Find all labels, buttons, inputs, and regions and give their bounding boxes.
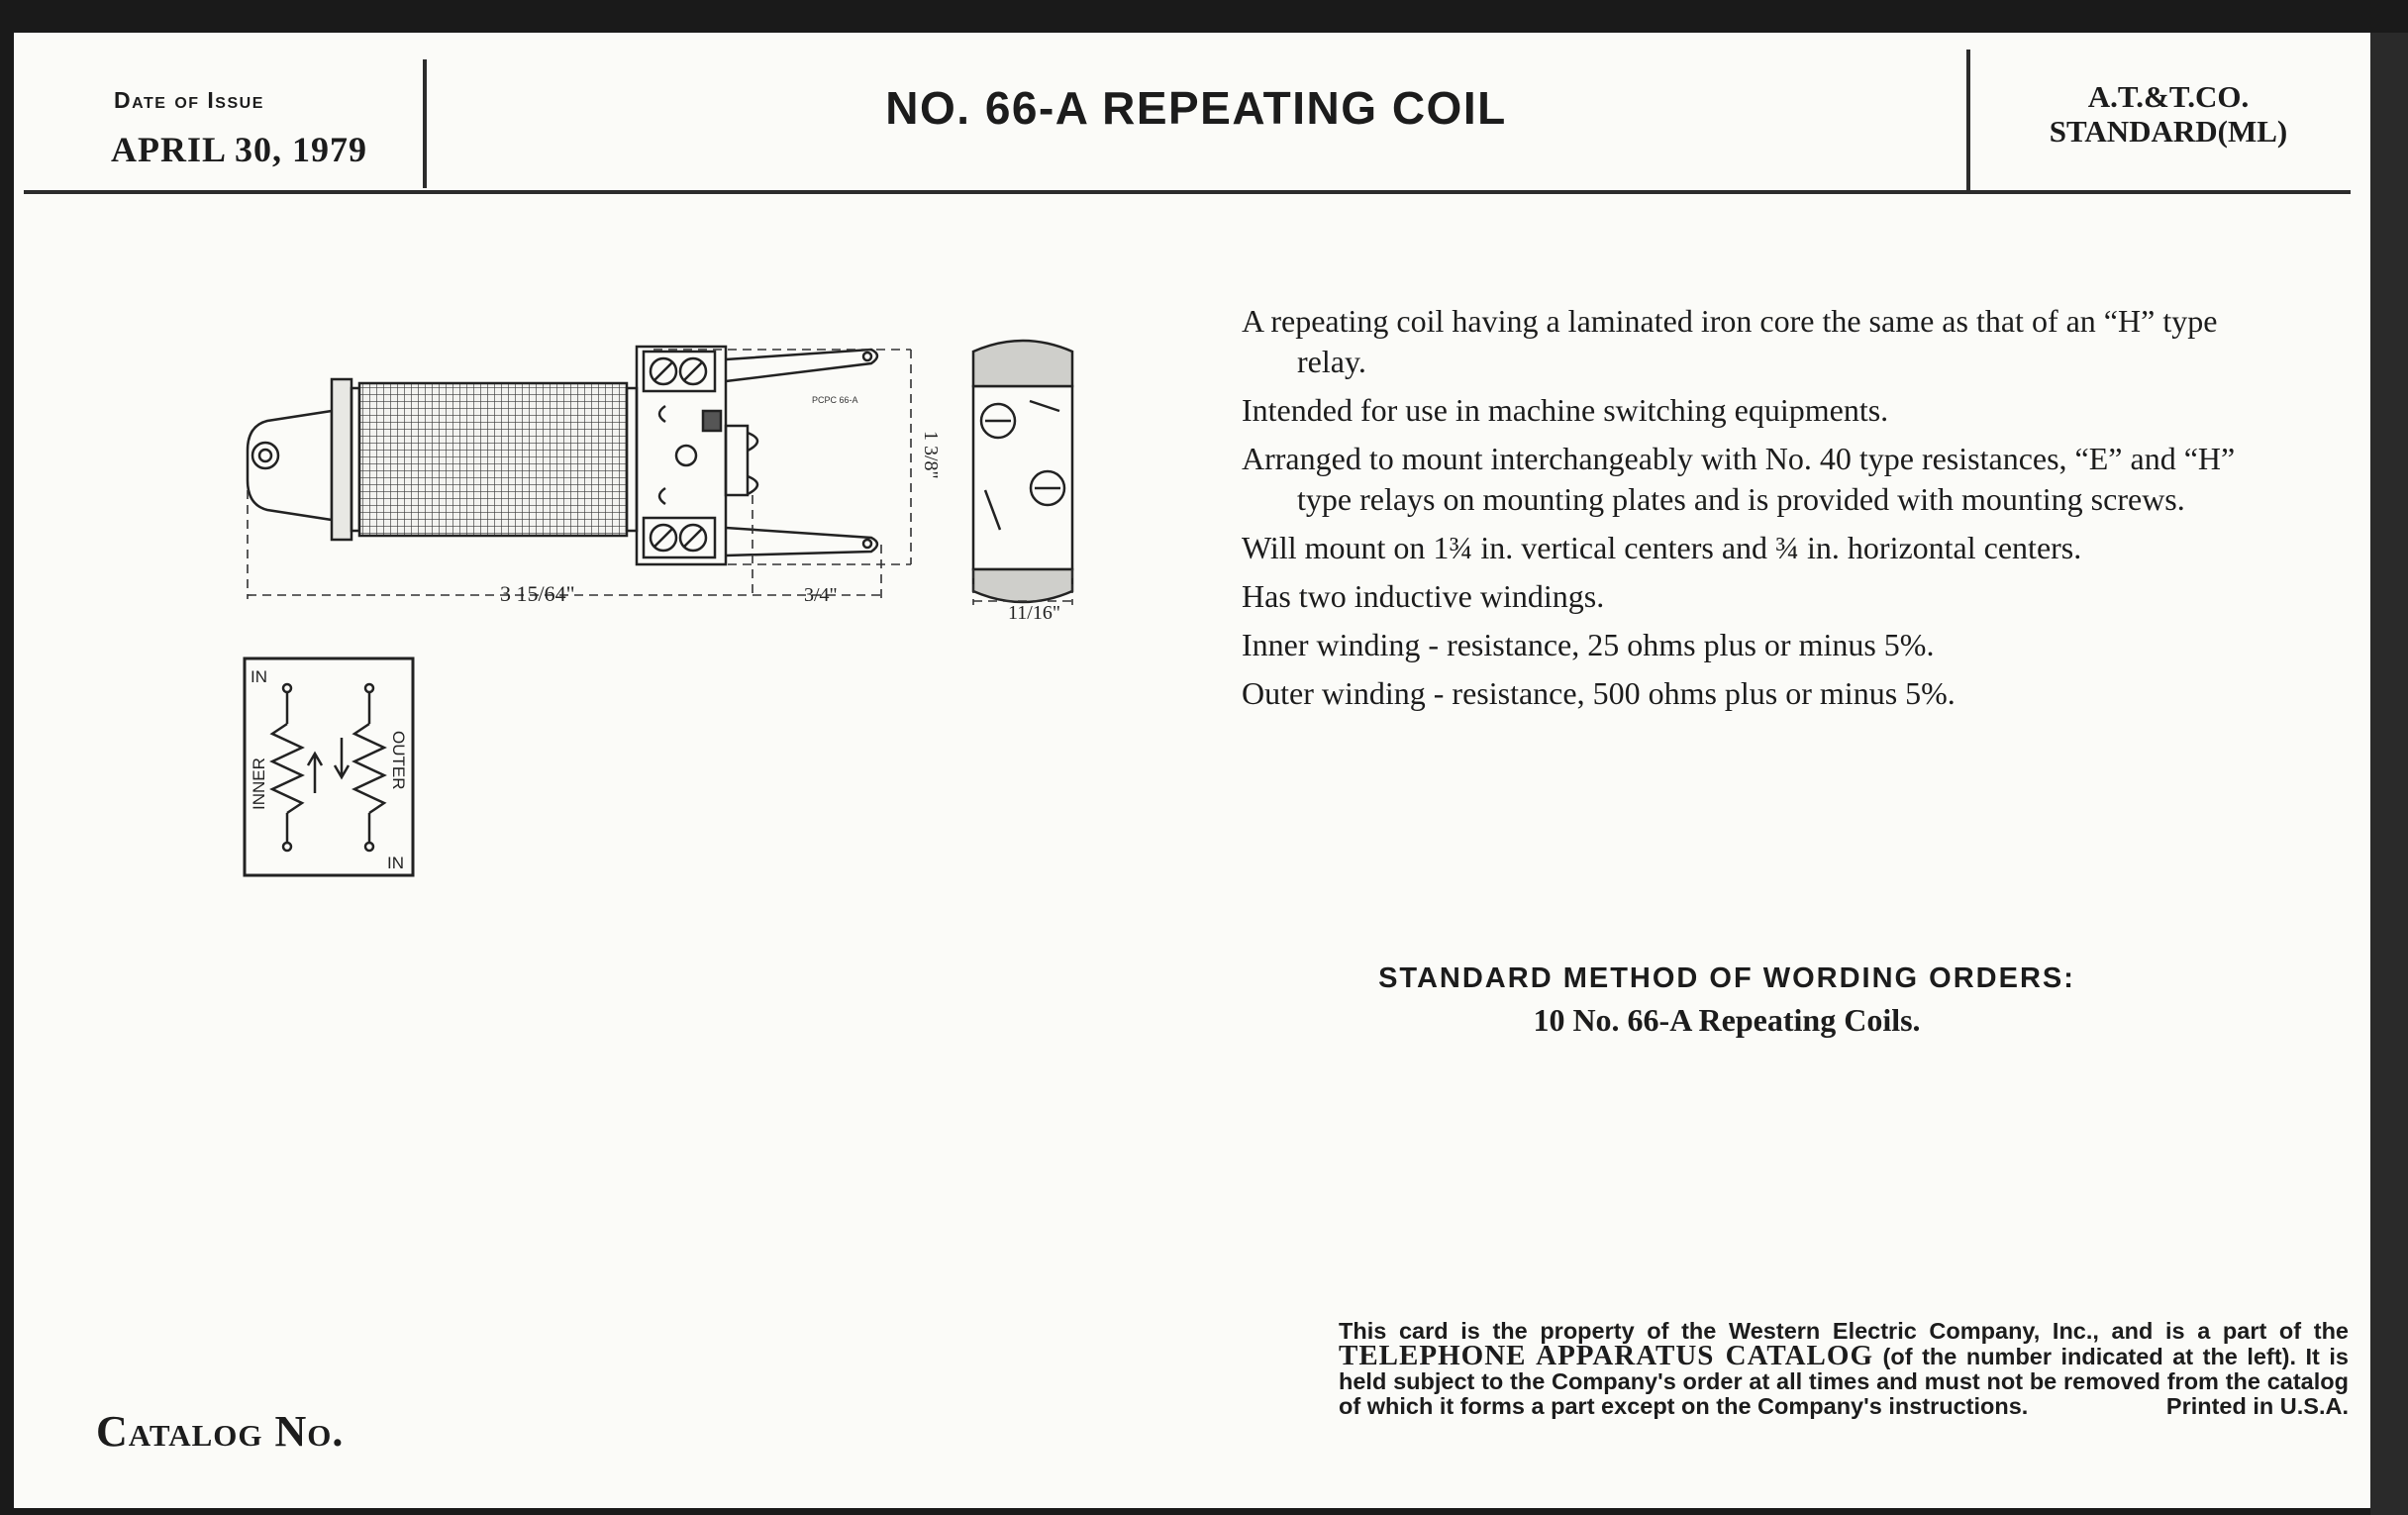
date-of-issue-label: Date of Issue	[114, 87, 264, 113]
description-item: Inner winding - resistance, 25 ohms plus or minus 5%.	[1242, 627, 1935, 662]
catalog-no-label: Catalog No.	[96, 1407, 345, 1456]
inner-label: INNER	[250, 758, 268, 810]
standard-label	[1970, 79, 2366, 149]
description-item: Has two inductive windings.	[1242, 578, 1605, 614]
description-item: A repeating coil having a laminated iron core the same as that of an “H” type relay.	[1242, 303, 2218, 379]
ordering-example: 10 No. 66-A Repeating Coils.	[1533, 1002, 1921, 1038]
notice-text-b: (of the number indicated at the left). It is held subject to the Company's order at all times and must not be removed from the catalog of which it forms a part except on the Company's instructions.	[1339, 1344, 2349, 1419]
standard-line-2: STANDARD(ML)	[2049, 114, 2288, 149]
header-rule	[24, 190, 2351, 194]
outer-label: OUTER	[389, 731, 408, 790]
property-notice	[1339, 1319, 2349, 1419]
description-item: Will mount on 1¾ in. vertical centers and ¾ in. horizontal centers.	[1242, 530, 2082, 565]
part-mark: PCPC 66-A	[812, 395, 858, 405]
catalog-name: TELEPHONE APPARATUS CATALOG	[1339, 1340, 1874, 1371]
dim-width: 11/16"	[1008, 602, 1060, 624]
standard-line-1: A.T.&T.CO.	[2087, 79, 2250, 114]
coil-drawing	[238, 332, 1109, 629]
notice-text-a: This card is the property of the Western Electric Company, Inc., and is a part of the	[1339, 1318, 2349, 1344]
description-item: Outer winding - resistance, 500 ohms plus or minus 5%.	[1242, 675, 1956, 711]
winding-schematic	[243, 656, 417, 879]
ordering-title: STANDARD METHOD OF WORDING ORDERS:	[1378, 962, 2075, 994]
date-of-issue-value: APRIL 30, 1979	[111, 130, 368, 169]
description-item: Arranged to mount interchangeably with No. 40 type resistances, “E” and “H” type relays on mounting plates and is provided with mounting screws.	[1242, 441, 2236, 517]
in-top-label: IN	[251, 667, 267, 686]
in-bottom-label: IN	[387, 854, 404, 872]
printed-in: Printed in U.S.A.	[2165, 1393, 2349, 1419]
dim-terminal: 3/4"	[804, 584, 838, 606]
coil-side-view	[248, 347, 877, 564]
description-list	[1242, 301, 2242, 722]
coil-end-view	[973, 341, 1072, 602]
page-title: NO. 66-A REPEATING COIL	[885, 82, 1507, 134]
dim-length: 3 15/64"	[500, 581, 575, 606]
dim-height: 1 3/8"	[920, 431, 942, 479]
card-edge	[2370, 33, 2408, 1515]
description-item: Intended for use in machine switching equipments.	[1242, 392, 1889, 428]
